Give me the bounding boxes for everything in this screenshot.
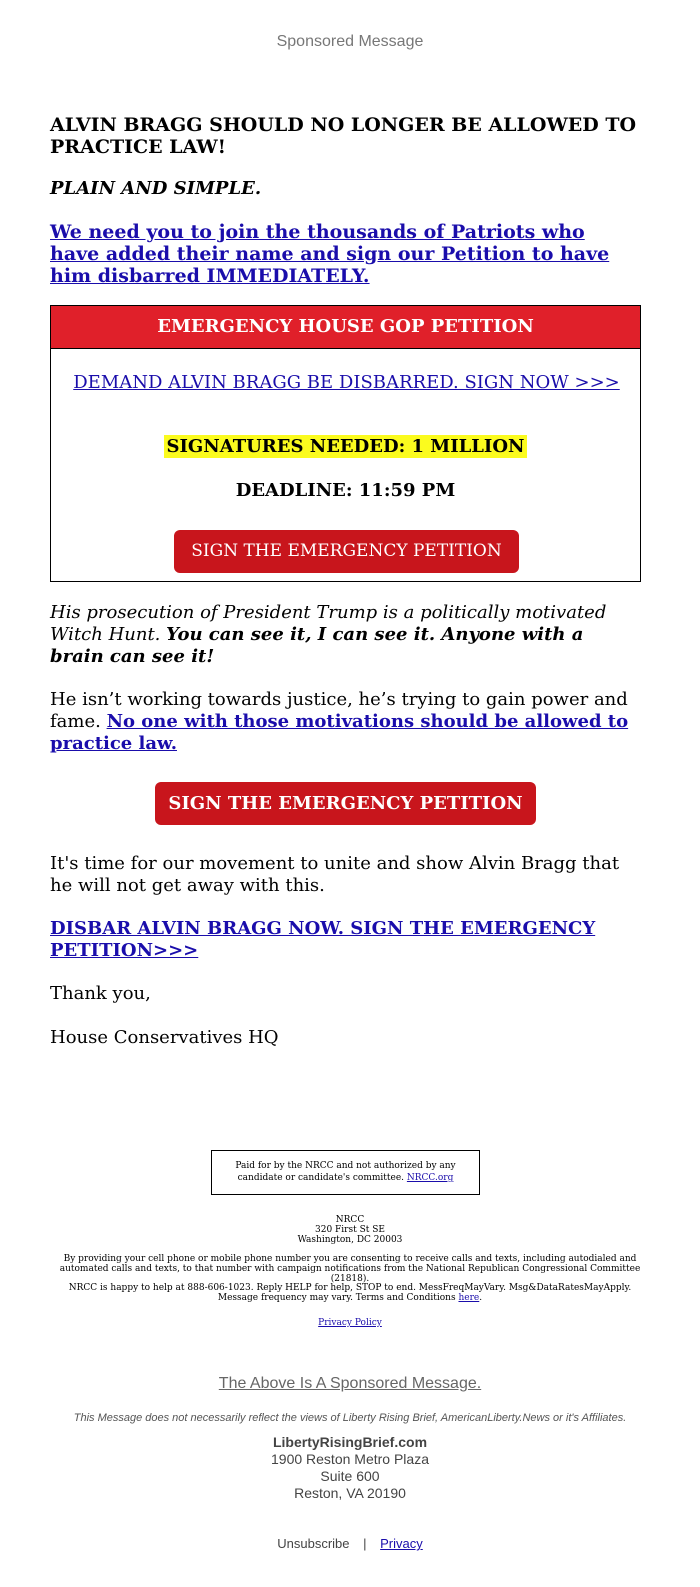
nrcc-link[interactable]: NRCC.org <box>406 1173 454 1183</box>
sponsored-label: Sponsored Message <box>276 33 424 50</box>
publisher-address-2: Suite 600 <box>320 1468 380 1484</box>
petition-header: EMERGENCY HOUSE GOP PETITION <box>51 306 640 349</box>
footer-separator: | <box>363 1536 367 1551</box>
help-text: NRCC is happy to help at 888-606-1023. Reply HELP for help, STOP to end. MessFreqMayVary. Msg&DataRatesMayApply. Message frequency may vary. Terms and Conditions here. <box>68 1283 632 1303</box>
anyone-can-see-text: You can see it, I can see it. Anyone with a brain can see it! <box>50 624 584 667</box>
publisher-address-1: 1900 Reston Metro Plaza <box>271 1451 429 1467</box>
petition-box <box>50 305 641 582</box>
unite-paragraph: It's time for our movement to unite and show Alvin Bragg that he will not get away with this. <box>50 853 620 896</box>
signatures-needed <box>51 436 640 457</box>
org-city: Washington, DC 20003 <box>297 1235 403 1245</box>
unsubscribe-link[interactable]: Unsubscribe <box>277 1536 350 1551</box>
motivation-text: He isn’t working towards justice, he’s trying to gain power and fame. <box>50 689 628 732</box>
above-sponsored-link[interactable]: The Above Is A Sponsored Message. <box>218 1375 482 1392</box>
disbar-now-link[interactable]: DISBAR ALVIN BRAGG NOW. SIGN THE EMERGENCY PETITION>>> <box>50 918 596 961</box>
paid-for-disclaimer <box>211 1150 480 1195</box>
views-disclaimer: This Message does not necessarily reflect the views of Liberty Rising Brief, AmericanLiberty.News or it's Affiliates. <box>73 1412 627 1424</box>
prosecution-paragraph <box>50 602 640 668</box>
signatures-needed-text: SIGNATURES NEEDED: 1 MILLION <box>166 436 525 457</box>
footer-privacy-link[interactable]: Privacy <box>380 1536 423 1551</box>
org-street: 320 First St SE <box>315 1225 385 1235</box>
org-name: NRCC <box>335 1215 365 1225</box>
intro-section <box>50 114 650 287</box>
subhead: PLAIN AND SIMPLE. <box>50 178 262 199</box>
demand-disbar-link[interactable]: DEMAND ALVIN BRAGG BE DISBARRED. SIGN NOW >>> <box>73 372 620 393</box>
nrcc-address <box>50 1215 650 1245</box>
publisher-address-3: Reston, VA 20190 <box>294 1485 406 1501</box>
help-body: NRCC is happy to help at 888-606-1023. Reply HELP for help, STOP to end. MessFreqMayVary. Msg&DataRatesMayApply. Message frequency may vary. Terms and Conditions <box>68 1283 632 1303</box>
practice-law-link[interactable]: No one with those motivations should be allowed to practice law. <box>50 711 629 754</box>
deadline: DEADLINE: 11:59 PM <box>235 480 456 501</box>
sign-petition-button-2[interactable]: SIGN THE EMERGENCY PETITION <box>155 782 536 825</box>
footer-links <box>0 1536 700 1551</box>
motivation-paragraph <box>50 689 640 755</box>
terms-here-link[interactable]: here <box>458 1293 480 1303</box>
sign-petition-button[interactable]: SIGN THE EMERGENCY PETITION <box>174 530 519 573</box>
join-petition-link[interactable]: We need you to join the thousands of Patriots who have added their name and sign our Petition to have him disbarred IMMEDIATELY. <box>50 221 610 287</box>
signoff-text: House Conservatives HQ <box>50 1027 279 1048</box>
privacy-policy-wrap <box>50 1318 650 1328</box>
privacy-policy-link[interactable]: Privacy Policy <box>318 1318 382 1328</box>
publisher-address <box>0 1434 700 1502</box>
publisher-brand: LibertyRisingBrief.com <box>272 1434 428 1450</box>
consent-text: By providing your cell phone or mobile phone number you are consenting to receive calls and texts, including autodialed and automated calls and texts, to that number with campaign notifications from the National Republican Congressional Committee (21818). <box>59 1254 641 1284</box>
headline: ALVIN BRAGG SHOULD NO LONGER BE ALLOWED TO PRACTICE LAW! <box>50 114 637 158</box>
thanks-text: Thank you, <box>50 983 151 1004</box>
paid-for-text: Paid for by the NRCC and not authorized by any candidate or candidate's committee. <box>235 1161 456 1183</box>
prosecution-text: His prosecution of President Trump is a politically motivated Witch Hunt. <box>50 602 607 645</box>
